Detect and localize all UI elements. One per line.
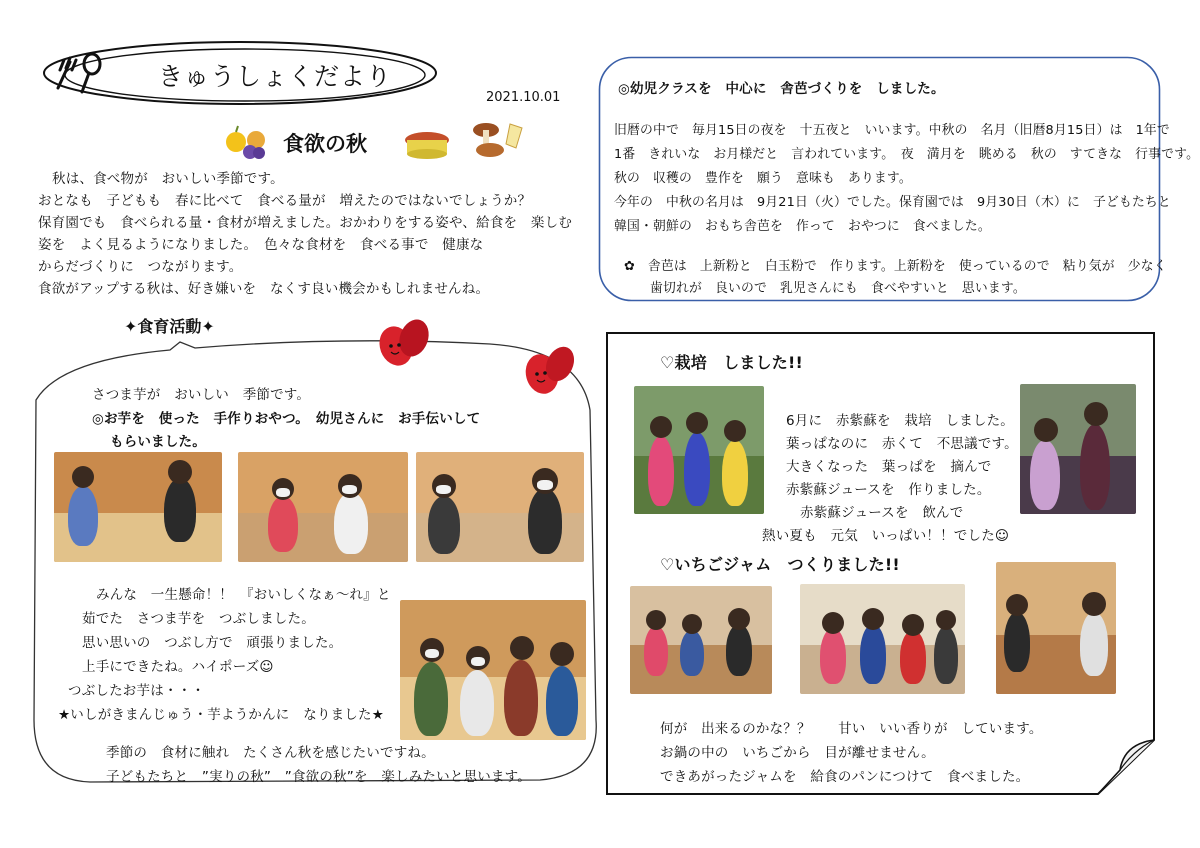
photo-jam-3 <box>996 562 1116 694</box>
photo-mashing-2 <box>238 452 408 562</box>
activities-heading: ✦食育活動✦ <box>124 317 215 336</box>
cultivation-line: 大きくなった 葉っぱを 摘んで <box>786 459 992 475</box>
intro-line: からだづくりに つながります。 <box>38 259 243 275</box>
moon-heading: ◎幼児クラスを 中心に 舎芭づくりを しました。 <box>618 81 945 97</box>
newsletter-title: きゅうしょくだより <box>158 62 393 91</box>
cultivation-heading: ♡栽培 しました!! <box>660 353 803 372</box>
activity-line: 子どもたちと ”実りの秋” ”食欲の秋”を 楽しみたいと思います。 <box>106 769 531 785</box>
photo-garden-2 <box>1020 384 1136 514</box>
jam-line: 何が 出来るのかな？？ 甘い いい香りが しています。 <box>660 721 1043 737</box>
activity-line: みんな 一生懸命！！ 『おいしくなぁ～れ』と <box>96 587 391 603</box>
mushrooms-icon <box>470 118 528 160</box>
cultivation-line: 葉っぱなのに 赤くて 不思議です。 <box>786 436 1018 452</box>
activity-line: ★いしがきまんじゅう・芋ようかんに なりました★ <box>58 707 385 723</box>
intro-line: 秋は、食べ物が おいしい季節です。 <box>52 171 284 187</box>
activity-line: もらいました。 <box>110 434 206 450</box>
sweet-potato-icon <box>372 312 434 372</box>
jam-line: お鍋の中の いちごから 目が離せません。 <box>660 745 935 761</box>
moon-note-line: ✿ 舎芭は 上新粉と 白玉粉で 作ります。上新粉を 使っているので 粘り気が 少なく <box>624 259 1167 274</box>
photo-mashing-1 <box>54 452 222 562</box>
cultivation-line: 赤紫蘇ジュースを 作りました。 <box>786 482 991 498</box>
moon-line: 今年の 中秋の名月は 9月21日（火）でした。保育園では 9月30日（木）に 子どもたちと <box>614 195 1171 210</box>
activity-line: 季節の 食材に触れ たくさん秋を感じたいですね。 <box>106 745 435 761</box>
cultivation-line: 赤紫蘇ジュースを 飲んで <box>800 505 964 521</box>
issue-date: 2021.10.01 <box>486 90 561 105</box>
theme-title: 食欲の秋 <box>283 132 367 156</box>
intro-line: 保育園でも 食べられる量・食材が増えました。おかわりをする姿や、給食を 楽しむ <box>38 215 573 231</box>
activity-line: 上手にできたね。ハイポーズ☺ <box>82 659 274 675</box>
intro-line: 食欲がアップする秋は、好き嫌いを なくす良い機会かもしれませんね。 <box>38 281 490 297</box>
jam-line: できあがったジャムを 給食のパンにつけて 食べました。 <box>660 769 1030 785</box>
activity-line: 茹でた さつま芋を つぶしました。 <box>82 611 315 627</box>
fruits-icon <box>222 122 274 160</box>
photo-jam-2 <box>800 584 965 694</box>
cultivation-line: 熱い夏も 元気 いっぱい！！でした☺ <box>762 528 1010 544</box>
moon-line: 秋の 収穫の 豊作を 願う 意味も あります。 <box>614 171 912 186</box>
cultivation-line: 6月に 赤紫蘇を 栽培 しました。 <box>786 413 1014 429</box>
photo-garden-1 <box>634 386 764 514</box>
jam-heading: ♡いちごジャム つくりました!! <box>660 555 900 574</box>
hotpot-icon <box>402 126 452 162</box>
activity-line: さつま芋が おいしい 季節です。 <box>92 387 311 403</box>
photo-mashing-3 <box>416 452 584 562</box>
sweet-potato-icon <box>518 338 580 400</box>
activity-line: 思い思いの つぶし方で 頑張りました。 <box>82 635 343 651</box>
activity-line: ◎お芋を 使った 手作りおやつ。 幼児さんに お手伝いして <box>92 411 481 427</box>
moon-note-line: 歯切れが 良いので 乳児さんにも 食べやすいと 思います。 <box>650 281 1026 296</box>
photo-group-pose <box>400 600 586 740</box>
moon-line: 旧暦の中で 毎月15日の夜を 十五夜と いいます。中秋の 名月（旧暦8月15日）は 1年で <box>614 123 1170 138</box>
activity-line: つぶしたお芋は・・・ <box>68 683 205 699</box>
photo-jam-1 <box>630 586 772 694</box>
moon-line: 韓国・朝鮮の おもち舎芭を 作って おやつに 食べました。 <box>614 219 991 234</box>
intro-line: 姿を よく見るようになりました。 色々な食材を 食べる事で 健康な <box>38 237 484 253</box>
moon-line: 1番 きれいな お月様だと 言われています。 夜 満月を 眺める 秋の すてきな 行事です。 <box>614 147 1200 162</box>
intro-line: おとなも 子どもも 春に比べて 食べる量が 増えたのではないでしょうか？ <box>38 193 532 209</box>
fork-spoon-icon <box>48 48 108 98</box>
